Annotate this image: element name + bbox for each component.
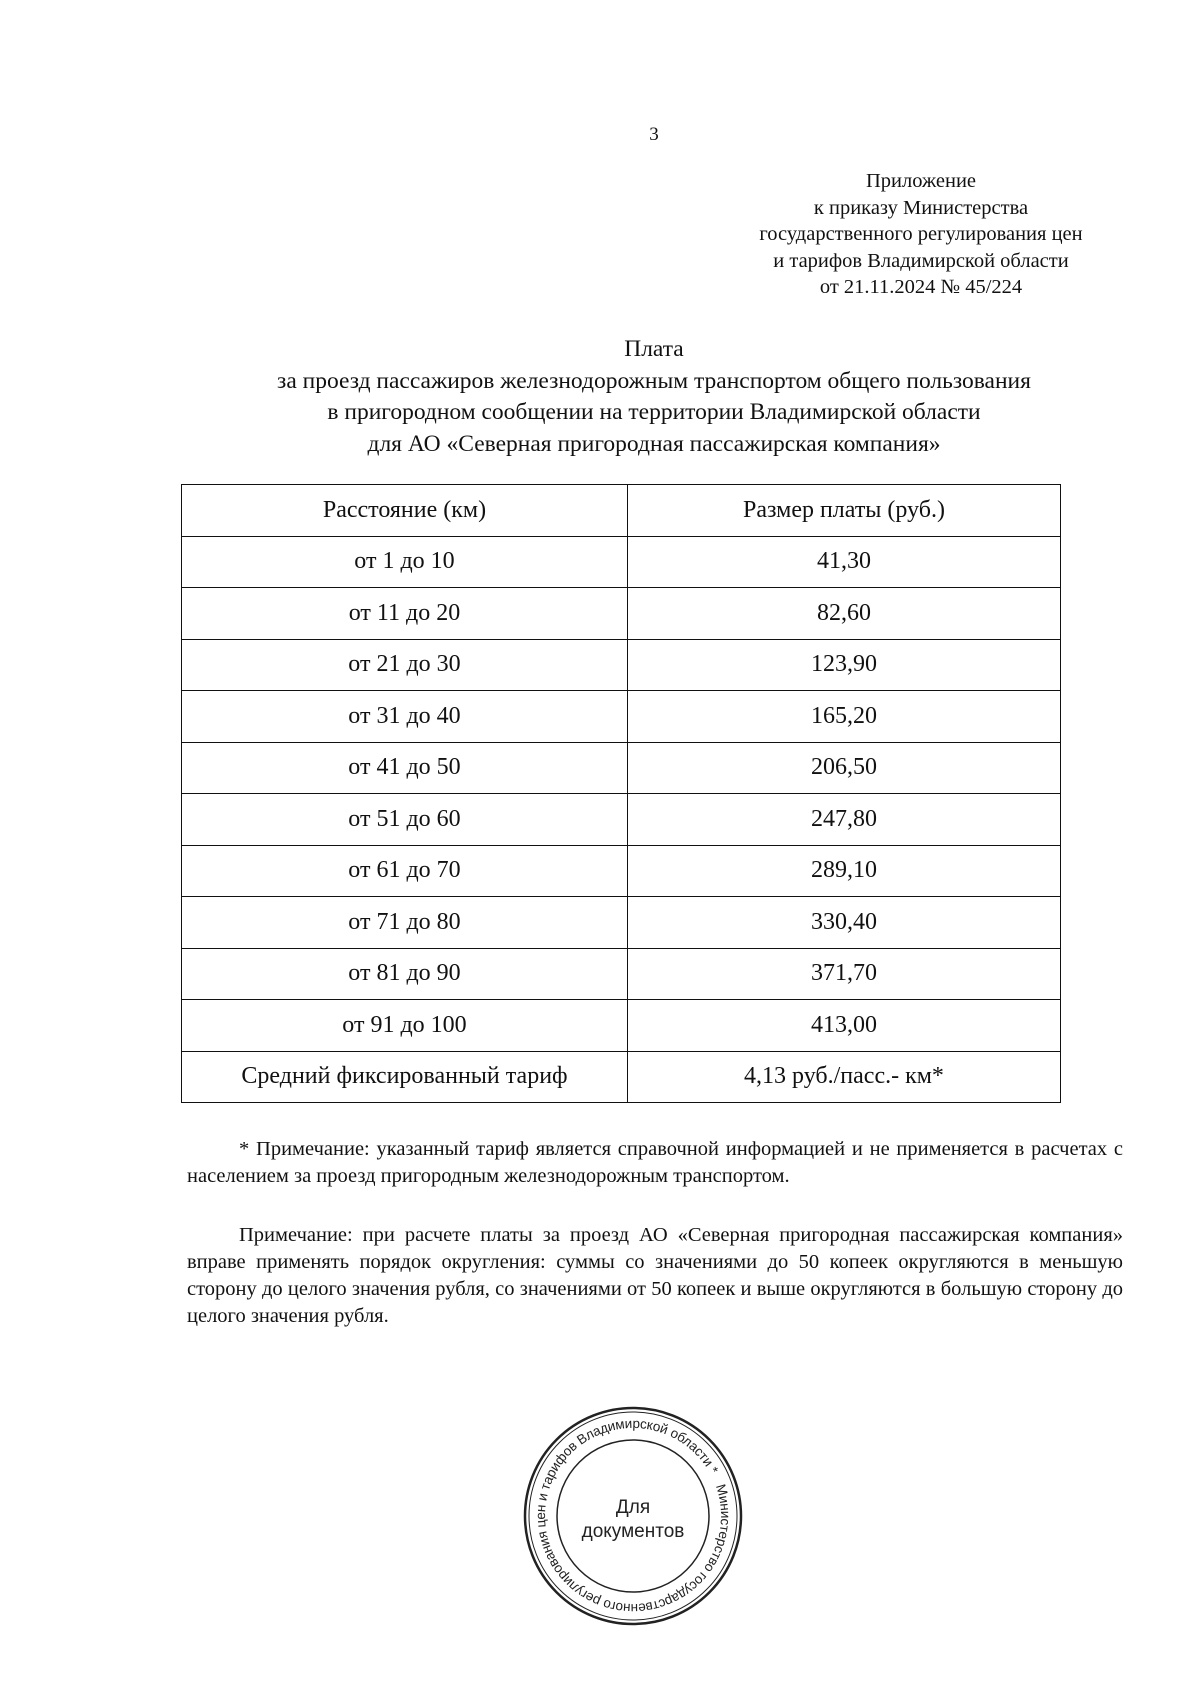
table-row [182, 948, 1061, 1000]
fare-table [181, 484, 1061, 1103]
distance-cell: Средний фиксированный тариф [182, 1051, 628, 1103]
title-line: в пригородном сообщении на территории Владимирской области [327, 399, 981, 425]
notes [187, 1136, 1123, 1330]
table-row [182, 742, 1061, 794]
distance-cell: от 21 до 30 [182, 639, 628, 691]
table-row [182, 639, 1061, 691]
fare-cell: 413,00 [628, 1000, 1061, 1052]
distance-cell: от 41 до 50 [182, 742, 628, 794]
page-number: 3 [649, 124, 659, 145]
fare-cell: 82,60 [628, 588, 1061, 640]
distance-cell: от 11 до 20 [182, 588, 628, 640]
title-line: для АО «Северная пригородная пассажирская компания» [367, 430, 941, 457]
table-row [182, 1051, 1061, 1103]
appendix-line: к приказу Министерства [813, 196, 1029, 219]
fare-cell: 371,70 [628, 948, 1061, 1000]
fare-cell: 289,10 [628, 845, 1061, 897]
fare-cell: 41,30 [628, 536, 1061, 588]
appendix-line: Приложение [865, 170, 977, 192]
svg-text:Министерство государственного: Министерство государственного регулирования цен и тарифов Владимирской области * [532, 1415, 734, 1617]
note-rounding: Примечание: при расчете платы за проезд АО «Северная пригородная пассажирская компания» вправе применять порядок округления: суммы со значениями до 50 копеек округляются в меньшую сторону до целого значения рубля, со значениями от 50 копеек и выше округляются в большую сторону до целого значения рубля. [187, 1224, 1123, 1327]
title-line: за проезд пассажиров железнодорожным транспортом общего пользования [277, 367, 1031, 394]
appendix-line: и тарифов Владимирской области [773, 249, 1069, 272]
fare-cell: 123,90 [628, 639, 1061, 691]
distance-cell: от 51 до 60 [182, 794, 628, 846]
title-line: Плата [624, 336, 684, 362]
table-row [182, 845, 1061, 897]
fare-cell: 165,20 [628, 691, 1061, 743]
fare-cell: 247,80 [628, 794, 1061, 846]
fare-cell: 206,50 [628, 742, 1061, 794]
official-stamp [522, 1405, 744, 1627]
distance-cell: от 31 до 40 [182, 691, 628, 743]
table-row [182, 1000, 1061, 1052]
table-header-row [182, 485, 1061, 537]
distance-cell: от 71 до 80 [182, 897, 628, 949]
svg-text:документов: документов [581, 1521, 685, 1542]
table-row [182, 691, 1061, 743]
appendix-line: государственного регулирования цен [759, 223, 1083, 245]
distance-cell: от 81 до 90 [182, 948, 628, 1000]
table-row [182, 897, 1061, 949]
appendix-line: от 21.11.2024 № 45/224 [819, 276, 1023, 298]
table-row [182, 536, 1061, 588]
svg-text:Для: Для [615, 1497, 651, 1518]
fare-cell: 330,40 [628, 897, 1061, 949]
table-row [182, 588, 1061, 640]
appendix-header [720, 168, 1122, 301]
note-tariff: * Примечание: указанный тариф является справочной информацией и не применяется в расчетах с населением за проезд пригородным железнодорожным транспортом. [187, 1138, 1123, 1187]
document-title [150, 334, 1158, 460]
header-fare: Размер платы (руб.) [628, 485, 1061, 537]
distance-cell: от 1 до 10 [182, 536, 628, 588]
distance-cell: от 91 до 100 [182, 1000, 628, 1052]
distance-cell: от 61 до 70 [182, 845, 628, 897]
fare-cell: 4,13 руб./пасс.- км* [628, 1051, 1061, 1103]
header-distance: Расстояние (км) [182, 485, 628, 537]
table-row [182, 794, 1061, 846]
